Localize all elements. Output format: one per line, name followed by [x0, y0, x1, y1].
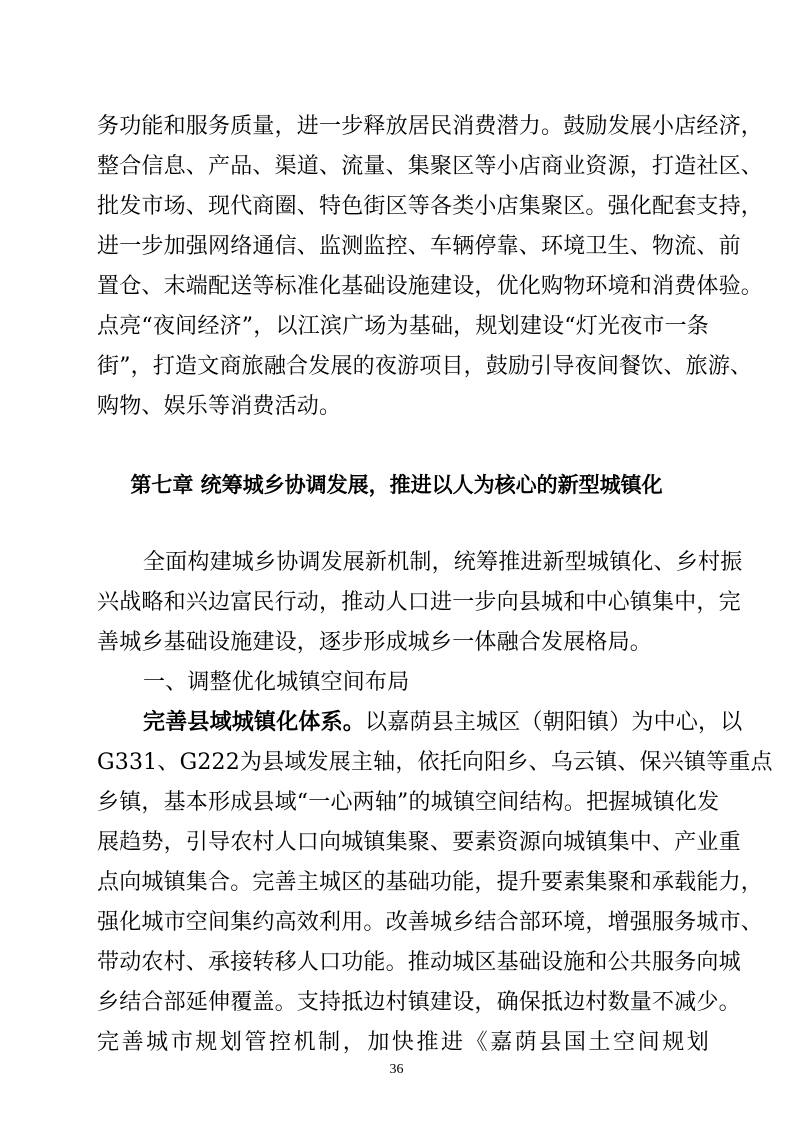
paragraph3-line: 带动农村、承接转移人口功能。推动城区基础设施和公共服务向城	[97, 950, 741, 975]
paragraph3-line: 展趋势，引导农村人口向城镇集聚、要素资源向城镇集中、产业重	[97, 830, 741, 855]
paragraph3-first-line	[143, 703, 743, 743]
paragraph3-lead: 完善县域城镇化体系。	[143, 710, 366, 735]
paragraph3-line: G331、G222为县域发展主轴，依托向阳乡、乌云镇、保兴镇等重点	[97, 750, 773, 775]
page-number: 36	[389, 1062, 404, 1077]
paragraph3-line: 强化城市空间集约高效利用。改善城乡结合部环境，增强服务城市、	[97, 910, 764, 935]
paragraph1-line: 购物、娱乐等消费活动。	[97, 394, 342, 419]
paragraph2-line: 全面构建城乡协调发展新机制，统筹推进新型城镇化、乡村振	[143, 550, 743, 575]
paragraph1-line: 置仓、末端配送等标准化基础设施建设，优化购物环境和消费体验。	[97, 274, 764, 299]
paragraph3-line: 完善城市规划管控机制，加快推进《嘉荫县国土空间规划	[97, 1030, 709, 1055]
paragraph3-first-rest: 以嘉荫县主城区（朝阳镇）为中心，以	[365, 710, 743, 735]
paragraph2-line: 善城乡基础设施建设，逐步形成城乡一体融合发展格局。	[97, 630, 653, 655]
paragraph3-line: 点向城镇集合。完善主城区的基础功能，提升要素集聚和承载能力，	[97, 870, 764, 895]
paragraph1-line: 务功能和服务质量，进一步释放居民消费潜力。鼓励发展小店经济，	[97, 114, 764, 139]
paragraph1-line: 整合信息、产品、渠道、流量、集聚区等小店商业资源，打造社区、	[97, 154, 764, 179]
paragraph1-line: 批发市场、现代商圈、特色街区等各类小店集聚区。强化配套支持，	[97, 194, 764, 219]
paragraph3-line: 乡镇，基本形成县域“一心两轴”的城镇空间结构。把握城镇化发	[97, 790, 720, 815]
paragraph1-line: 进一步加强网络通信、监测监控、车辆停靠、环境卫生、物流、前	[97, 234, 741, 259]
paragraph3-line: 乡结合部延伸覆盖。支持抵边村镇建设，确保抵边村数量不减少。	[97, 990, 741, 1015]
paragraph1-line: 街”，打造文商旅融合发展的夜游项目，鼓励引导夜间餐饮、旅游、	[97, 354, 753, 379]
paragraph1-line: 点亮“夜间经济”，以江滨广场为基础，规划建设“灯光夜市一条	[97, 314, 709, 339]
paragraph2-line: 兴战略和兴边富民行动，推动人口进一步向县城和中心镇集中，完	[97, 590, 741, 615]
chapter-heading: 第七章 统筹城乡协调发展，推进以人为核心的新型城镇化	[130, 473, 663, 497]
section-heading: 一、调整优化城镇空间布局	[143, 670, 410, 695]
